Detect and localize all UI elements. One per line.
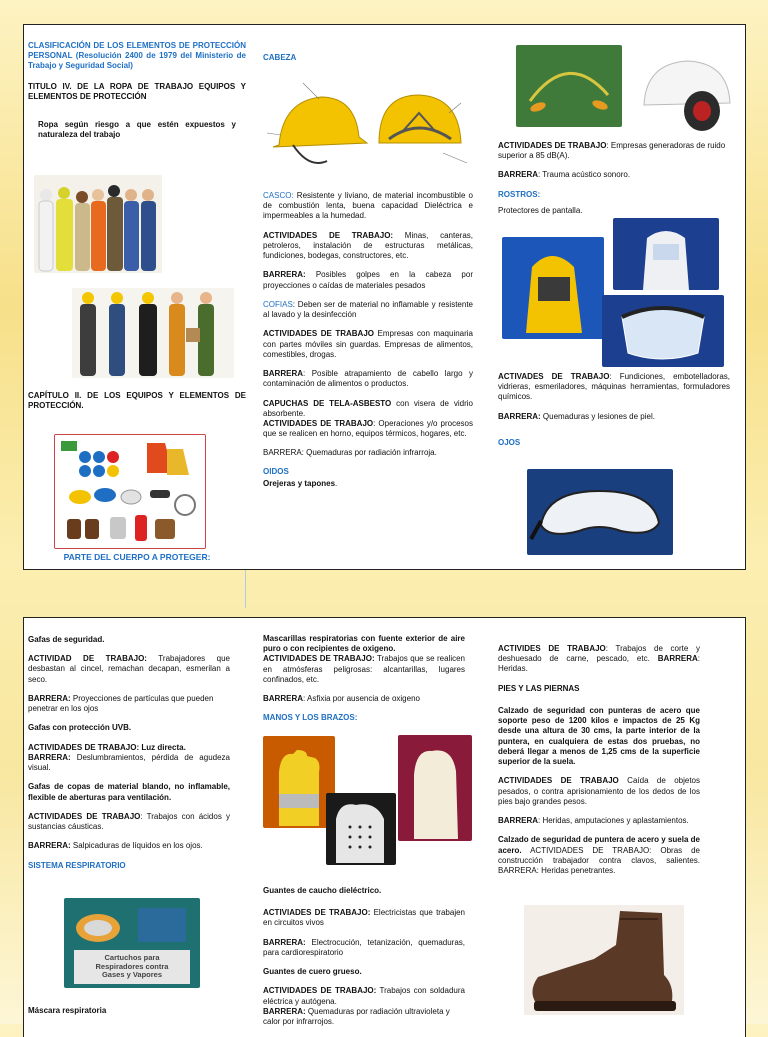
caucho-bar-text: Electrocución, tetanización, quemaduras, para cardiorespiratorio	[263, 937, 465, 957]
caucho-bar-label: BARRERA:	[263, 937, 306, 947]
gafas-barrier	[28, 694, 230, 714]
orejeras-label: Orejeras y tapones	[263, 478, 336, 488]
body-part-footer	[28, 552, 246, 562]
bar1-text: Posibles golpes en la cabeza por proyecciones o caídas de materiales pesados	[263, 270, 473, 290]
earplugs-image	[516, 45, 622, 127]
chapter-block	[28, 391, 246, 420]
gafas-act-text: Trabajadores que desbastan al cincel, remachan decapan, esmerilan a seco.	[28, 654, 230, 684]
capuchas-paragraph	[263, 399, 473, 419]
orejeras-dot: .	[335, 478, 338, 488]
respirator-cartridges-image	[64, 898, 200, 988]
cabeza-barrier-1	[263, 270, 473, 290]
panel-4	[28, 635, 230, 880]
bar1-label: BARRERA:	[263, 270, 306, 280]
body-part-footer-text: PARTE DEL CUERPO A PROTEGER:	[63, 552, 211, 562]
act3-text: : Operaciones y/o procesos que se realicen en horno, equipos térmicos, hogares, etc.	[263, 418, 474, 439]
bar2-label: BARRERA	[263, 369, 303, 379]
copas-act-label: ACTIVIDADES DE TRABAJO	[28, 811, 141, 821]
oidos-barrier	[498, 170, 730, 180]
gafas-seguridad: Gafas de seguridad.	[28, 635, 105, 644]
act3-label: ACTIVIDADES DE TRABAJO	[263, 418, 374, 428]
gafas-copas: Gafas de copas de material blando, no inflamable, flexible de aberturas para ventilación.	[28, 782, 230, 802]
casco-label: CASCO:	[263, 191, 294, 200]
act1-text: Minas, canteras, petroleros, instalación de estructuras metálicas, fundiciones, bodegas, constructores, etc.	[263, 230, 473, 261]
capuchas-text: con visera de vidrio absorbente.	[263, 398, 473, 418]
cofias-label: COFIAS	[263, 299, 293, 309]
fold-line	[245, 570, 246, 608]
ppe-items-image	[54, 434, 206, 549]
safety-boot-image	[524, 905, 684, 1015]
guantes-cuero: Guantes de cuero grueso.	[263, 967, 362, 977]
leather-gloves-image	[398, 735, 472, 841]
cuero-act-text: Trabajos con soldadura eléctrica y autógena.	[263, 986, 465, 1006]
mascara-label: Máscara respiratoria	[28, 1006, 107, 1015]
cabeza-activities-3	[263, 419, 473, 439]
gafas-uvb: Gafas con protección UVB.	[28, 723, 132, 733]
corte-activities	[498, 644, 700, 675]
caucho-act-text: Electricistas que trabajen en circuitos vivos	[263, 908, 465, 928]
corte-bar-text: : Heridas.	[498, 654, 700, 674]
rostros-act-label: ACTIVADES DE TRABAJO	[498, 372, 610, 381]
copas-bar-label: BARRERA:	[28, 841, 71, 851]
brochure-page-1	[23, 24, 746, 570]
oidos-activities	[498, 141, 730, 161]
oidos-bar-label: BARRERA	[498, 170, 538, 180]
dotted-gloves-image	[326, 793, 396, 865]
cofias-paragraph	[263, 300, 473, 320]
panel-2	[263, 25, 473, 69]
panel-5	[263, 634, 465, 733]
act2-label: ACTIVIDADES DE TRABAJO	[263, 329, 375, 339]
cuero-act-label: ACTIVIDADES DE TRABAJO:	[263, 986, 377, 996]
masc-bar-label: BARRERA	[263, 694, 303, 704]
corte-bar-label: BARRERA	[657, 654, 698, 664]
face-shield-image	[602, 295, 724, 367]
rostros-bar-text: Quemaduras y lesiones de piel.	[540, 411, 655, 421]
capuchas-label: CAPUCHAS DE TELA-ASBESTO	[263, 398, 392, 408]
brochure-page-2	[23, 617, 746, 1037]
uvb-bar-text: Deslumbramientos, pérdida de agudeza visual.	[28, 752, 230, 773]
casco-paragraph	[263, 191, 473, 222]
manos-heading: MANOS Y LOS BRAZOS:	[263, 713, 358, 723]
calzado-act-label: ACTIVIDADES DE TRABAJO	[498, 776, 619, 786]
rostros-barrier	[498, 412, 730, 422]
suela-bold: Calzado de seguridad de puntera de acero y suela de acero.	[498, 835, 700, 855]
casco-text: Resistente y liviano, de material incombustible o de combustión lenta, buena capacidad Dieléctrica e impermeables a la humedad.	[263, 191, 473, 221]
gafas-activities	[28, 654, 230, 685]
cabeza-activities-2	[263, 329, 473, 360]
caucho-barrier	[263, 938, 465, 958]
panel-3-text	[498, 141, 730, 225]
rostros-bar-label: BARRERA:	[498, 411, 541, 421]
bar2-text: : Posible atrapamiento de cabello largo y contaminación de alimentos o productos.	[263, 369, 473, 389]
panel-1	[28, 25, 246, 151]
helmet-earmuff-image	[632, 45, 738, 137]
calzado-suela	[498, 835, 700, 876]
hood-mask-image	[613, 218, 719, 290]
caucho-act-label: ACTIVIADES DE TRABAJO:	[263, 908, 371, 918]
panel-6	[498, 644, 700, 885]
respiratorio-heading: SISTEMA RESPIRATORIO	[28, 860, 126, 870]
calzado-act-text: Caída de objetos pesados, o contra aprisionamiento de los dedos de los pies bajo grandes pesos.	[498, 776, 701, 806]
gafas-act-label: ACTIVIDAD DE TRABAJO:	[28, 654, 147, 664]
masc-act-text: Trabajos que se realicen en atmósferas peligrosas: alcantarillas, lugares confinados, etc.	[263, 654, 466, 684]
capitulo-ii: CAPÍTULO II. DE LOS EQUIPOS Y ELEMENTOS DE PROTECCIÓN.	[28, 391, 246, 411]
panel-5-text	[263, 886, 465, 1036]
yellow-gloves-image	[263, 736, 335, 828]
oidos-bar-text: : Trauma acústico sonoro.	[538, 170, 631, 180]
helmet-diagram-image	[263, 73, 473, 187]
rostros-act-text: : Fundiciones, embotelladoras, vidrieras, esmeriladores, máquinas herramientas, formuladores químicos.	[498, 372, 730, 402]
calzado-activities	[498, 776, 700, 807]
gafas-bar-text: Proyecciones de partículas que pueden penetrar en los ojos	[28, 693, 214, 714]
face-hood-image	[502, 237, 604, 339]
rostros-heading: ROSTROS:	[498, 189, 541, 199]
cofias-text: : Deben ser de material no inflamable y resistente al lavado y la desinfección	[263, 299, 473, 320]
caucho-activities	[263, 908, 465, 928]
mascarillas-activities	[263, 654, 465, 685]
titulo-iv: TITULO IV. DE LA ROPA DE TRABAJO EQUIPOS Y ELEMENTOS DE PROTECCIÓN	[28, 81, 246, 101]
calzado-bar-label: BARRERA	[498, 816, 538, 826]
calzado-bar-text: : Heridas, amputaciones y aplastamientos.	[538, 816, 689, 826]
copas-barrier	[28, 841, 230, 851]
uvb-barrier	[28, 753, 230, 773]
cuero-barrier	[263, 1007, 465, 1027]
cabeza-heading: CABEZA	[263, 53, 297, 62]
cabeza-barrier-2	[263, 369, 473, 389]
masc-act-label: ACTIVIDADES DE TRABAJO:	[263, 654, 375, 664]
oidos-heading: OIDOS	[263, 466, 289, 476]
oidos-act-label: ACTIVIDADES DE TRABAJO	[498, 141, 607, 150]
panel-3-text-2	[498, 372, 730, 457]
corte-act-text: : Trabajos de corte y deshuesado de carne, pescado, etc.	[498, 644, 701, 664]
suela-text: ACTIVIDADES DE TRABAJO: Obras de construcción trabajador contra clavos, salientes. BARRERA: Heridas penetrantes.	[498, 845, 700, 875]
cartuchos-caption: Cartuchos para Respiradores contra Gases y Vapores	[95, 953, 169, 980]
copas-activities	[28, 812, 230, 832]
clothing-intro: Ropa según riesgo a que estén expuestos y naturaleza del trabajo	[38, 120, 236, 140]
cuero-bar-text: Quemaduras por radiación ultravioleta y calor por infrarrojos.	[263, 1006, 450, 1027]
act2-text: Empresas con maquinaria con partes móviles sin guardas. Empresas de alimentos, comestibles, drogas.	[263, 329, 474, 359]
classification-title: CLASIFICACIÓN DE LOS ELEMENTOS DE PROTECCIÓN PERSONAL (Resolución 2400 de 1979 del Ministerio de Trabajo y Seguridad Social)	[28, 41, 246, 71]
cuero-bar-label: BARRERA:	[263, 1006, 306, 1016]
uvb-bar-label: BARRERA:	[28, 752, 71, 762]
masc-bar-text: : Asfixia por ausencia de oxigeno	[303, 694, 420, 704]
mascarillas-text: Mascarillas respiratorias con fuente exterior de aire puro o con recipientes de oxigeno.	[263, 634, 465, 654]
orejeras-paragraph	[263, 479, 473, 489]
corte-act-label: ACTIVIDES DE TRABAJO	[498, 644, 606, 653]
cabeza-barrier-3: BARRERA: Quemaduras por radiación infrarroja.	[263, 448, 437, 458]
workers-suits-image	[34, 175, 162, 273]
protectores-text: Protectores de pantalla.	[498, 205, 583, 215]
pies-heading: PIES Y LAS PIERNAS	[498, 683, 580, 693]
act1-label: ACTIVIDADES DE TRABAJO:	[263, 230, 394, 240]
ojos-heading: OJOS	[498, 437, 521, 447]
copas-act-text: : Trabajos con ácidos y sustancias cáusticas.	[28, 811, 230, 832]
workers-equipment-image	[72, 288, 234, 378]
cuero-activities	[263, 986, 465, 1006]
guantes-caucho: Guantes de caucho dieléctrico.	[263, 886, 382, 895]
uvb-activities: ACTIVIDADES DE TRABAJO: Luz directa.	[28, 742, 186, 752]
rostros-activities	[498, 372, 730, 403]
goggles-image	[527, 469, 673, 555]
copas-bar-text: Salpicaduras de líquidos en los ojos.	[70, 841, 203, 851]
calzado-barrier	[498, 816, 700, 826]
oidos-act-text: : Empresas generadoras de ruido superior a 85 dB(A).	[498, 141, 726, 161]
panel-2-text	[263, 191, 473, 498]
calzado-punteras: Calzado de seguridad con punteras de acero que soporte peso de 1200 kilos e impactos de 25 Kg desde una altura de 30 cms, la parte interior de la puntera, en cualquiera de estas dos pruebas, no deberá llegar a menos de 1,25 cms de la superficie superior de la suela.	[498, 705, 700, 767]
cabeza-activities-1	[263, 231, 473, 262]
mascarillas-barrier	[263, 694, 465, 704]
gafas-bar-label: BARRERA:	[28, 693, 71, 703]
